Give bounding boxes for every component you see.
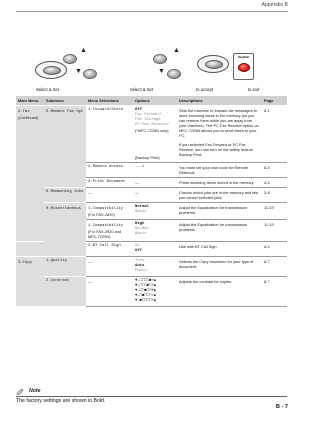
selection-remaining-jobs: —: [86, 188, 133, 203]
page-forward-store: 6-1: [262, 106, 287, 163]
selection-bt-call-sign: 2.BT Call Sign: [86, 242, 133, 257]
submenu-remote-fax-opt-label: 5.Remote Fax Opt: [46, 110, 84, 114]
desc-remaining-jobs: Checks which jobs are in the memory and lets you cancel selected jobs.: [177, 188, 262, 203]
options-bt-call-sign: [133, 242, 177, 257]
option-off: Off: [135, 108, 143, 112]
submenu-miscellaneous: [44, 203, 86, 257]
right-set-bubble: [197, 55, 229, 73]
submenu-quality: 1.Quality: [44, 257, 86, 277]
options-compatibility-2920: [133, 220, 177, 242]
main-menu-fax-continued-cell: [16, 242, 44, 257]
option-auto: Auto: [135, 264, 145, 268]
table-row: [16, 257, 287, 277]
options-quality: [133, 257, 177, 277]
page-print-document: 4-4: [262, 178, 287, 188]
option-backup-print: (Backup Print): [135, 155, 160, 160]
main-menu-fax-continued: (Continued): [18, 115, 39, 120]
main-menu-copy-label: 3.Copy: [18, 261, 33, 265]
desc-compatibility-2820: Adjust the Equalization for transmission problems.: [177, 203, 262, 220]
option-remaining-jobs: —: [133, 188, 177, 203]
caption-to-exit: to exit: [248, 87, 260, 92]
desc-quality: Selects the Copy resolution for your type of document.: [177, 257, 262, 277]
header-menu-selections: Menu Selections: [86, 96, 133, 106]
contrast-level-2: ▼-□■□□□+▲: [135, 294, 157, 298]
option-normal: Normal: [135, 205, 150, 209]
desc-compatibility-2920: Adjust the Equalization for transmission problems.: [177, 220, 262, 242]
option-print-document: —: [133, 178, 177, 188]
left-set-bubble: [35, 61, 67, 79]
desc-forward-store-main: Sets the machine to forward fax messages to store incoming faxes in the memory (so you can retrieve them while you are away from your machine). The PC Fax Receive option on MFC-7225N allows you to send faxes to your PC.: [179, 108, 259, 138]
selection-contrast: —: [86, 277, 133, 307]
options-forward-store: [133, 106, 177, 163]
option-model-note: (*MFC-7225N only): [135, 128, 169, 133]
page-compatibility-2920: 11-19: [262, 220, 287, 242]
selection-print-document: 3.Print Document: [86, 178, 133, 188]
note-pencil-icon: [16, 388, 25, 395]
options-compatibility-2820: [133, 203, 177, 220]
option-off: Off: [135, 249, 143, 253]
option-pc-fax-receive: PC Fax Receive*: [135, 123, 171, 127]
option-fax-forward: Fax Forward: [135, 113, 161, 117]
page-bt-call-sign: A-1: [262, 242, 287, 257]
submenu-miscellaneous-label: 0.Miscellaneous: [46, 207, 82, 211]
caption-select-set-2: Select & Set: [130, 87, 154, 92]
option-high: High: [135, 222, 145, 226]
right-up-arrow: ▲: [173, 47, 180, 54]
selection-compatibility-2920: [86, 220, 133, 242]
caption-select-set-1: Select & Set: [36, 87, 60, 92]
contrast-level-1: ▼-■□□□□+▲: [135, 299, 157, 303]
selection-quality: —: [86, 257, 133, 277]
stop-exit-label: Stop/Exit: [237, 56, 250, 59]
header-submenu: Submenu: [44, 96, 86, 106]
header-options: Options: [133, 96, 177, 106]
page-compatibility-2820: 11-19: [262, 203, 287, 220]
header-rule: [16, 11, 288, 12]
desc-forward-store-backup: If you selected Fax Forward or PC Fax Receive, you can turn on the safety feature Backup Print.: [179, 142, 254, 157]
note-title: Note: [29, 388, 41, 394]
settings-table: [16, 96, 287, 307]
option-basic: Basic: [135, 232, 147, 236]
right-set-button: [205, 60, 223, 69]
option-photo: Photo: [135, 269, 147, 273]
page-contrast: 8-7: [262, 277, 287, 307]
selection-remote-access: 2.Remote Access: [86, 163, 133, 178]
table-row: [16, 277, 287, 307]
main-menu-copy: [16, 257, 44, 307]
compat-2820-model: (For FAX-2820): [88, 212, 115, 217]
option-basic: Basic: [135, 210, 147, 214]
appendix-header: Appendix B: [261, 2, 288, 8]
desc-remote-access: You must set your own code for Remote Retrieval.: [177, 163, 262, 178]
main-menu-fax-label: 2.Fax: [18, 110, 30, 114]
submenu-contrast: 2.Contrast: [44, 277, 86, 307]
table-header-row: [16, 96, 287, 106]
option-remote-access: ---∗: [133, 163, 177, 178]
submenu-remaining-jobs: 6.Remaining Jobs: [44, 188, 86, 203]
table-row: [16, 188, 287, 203]
selection-compatibility-2820: [86, 203, 133, 220]
contrast-level-5: ▼-□□□□■+▲: [135, 279, 157, 283]
selection-forward-store: 1.Forward/Store: [86, 106, 133, 163]
compat-2820-label: 1.Compatibility: [88, 207, 124, 211]
control-panel-illustration: [27, 45, 289, 87]
page-number: B - 7: [275, 404, 288, 410]
contrast-level-4: ▼-□□□■□+▲: [135, 284, 157, 288]
page-remote-access: 6-4: [262, 163, 287, 178]
header-page: Page: [262, 96, 287, 106]
caption-to-accept: to accept: [196, 87, 213, 92]
option-fax-storage: Fax Storage: [135, 118, 161, 122]
option-on: On: [135, 244, 140, 248]
desc-contrast: Adjusts the contrast for copies.: [177, 277, 262, 307]
left-down-button: [83, 69, 97, 79]
desc-bt-call-sign: Use with BT Call Sign: [177, 242, 262, 257]
header-descriptions: Descriptions: [177, 96, 262, 106]
main-menu-fax: [16, 106, 44, 242]
page-remaining-jobs: 3-8: [262, 188, 287, 203]
left-set-button: [43, 66, 61, 75]
contrast-level-3: ▼-□□■□□+▲: [135, 289, 157, 293]
stop-exit-box: [233, 53, 254, 80]
table-row: [16, 106, 287, 163]
stop-exit-button: [238, 63, 250, 72]
header-main-menu: Main Menu: [16, 96, 44, 106]
right-up-button: [153, 54, 167, 64]
note-text: The factory settings are shown in Bold.: [16, 397, 106, 404]
page-quality: 8-7: [262, 257, 287, 277]
compat-2920-model: (For FAX-2920 and MFC-7225N): [88, 229, 122, 239]
submenu-remote-fax-opt: [44, 106, 86, 188]
option-normal: Normal: [135, 227, 150, 231]
desc-forward-store: [177, 106, 262, 163]
left-down-arrow: ▼: [75, 68, 82, 75]
compat-2920-label: 1.Compatibility: [88, 224, 124, 228]
left-up-arrow: ▲: [80, 47, 87, 54]
desc-print-document: Prints incoming faxes stored in the memory.: [177, 178, 262, 188]
right-down-button: [167, 69, 181, 79]
option-text: Text: [135, 259, 145, 263]
options-contrast: [133, 277, 177, 307]
table-row: [16, 203, 287, 220]
right-down-arrow: ▼: [158, 68, 165, 75]
left-up-button: [63, 54, 77, 64]
